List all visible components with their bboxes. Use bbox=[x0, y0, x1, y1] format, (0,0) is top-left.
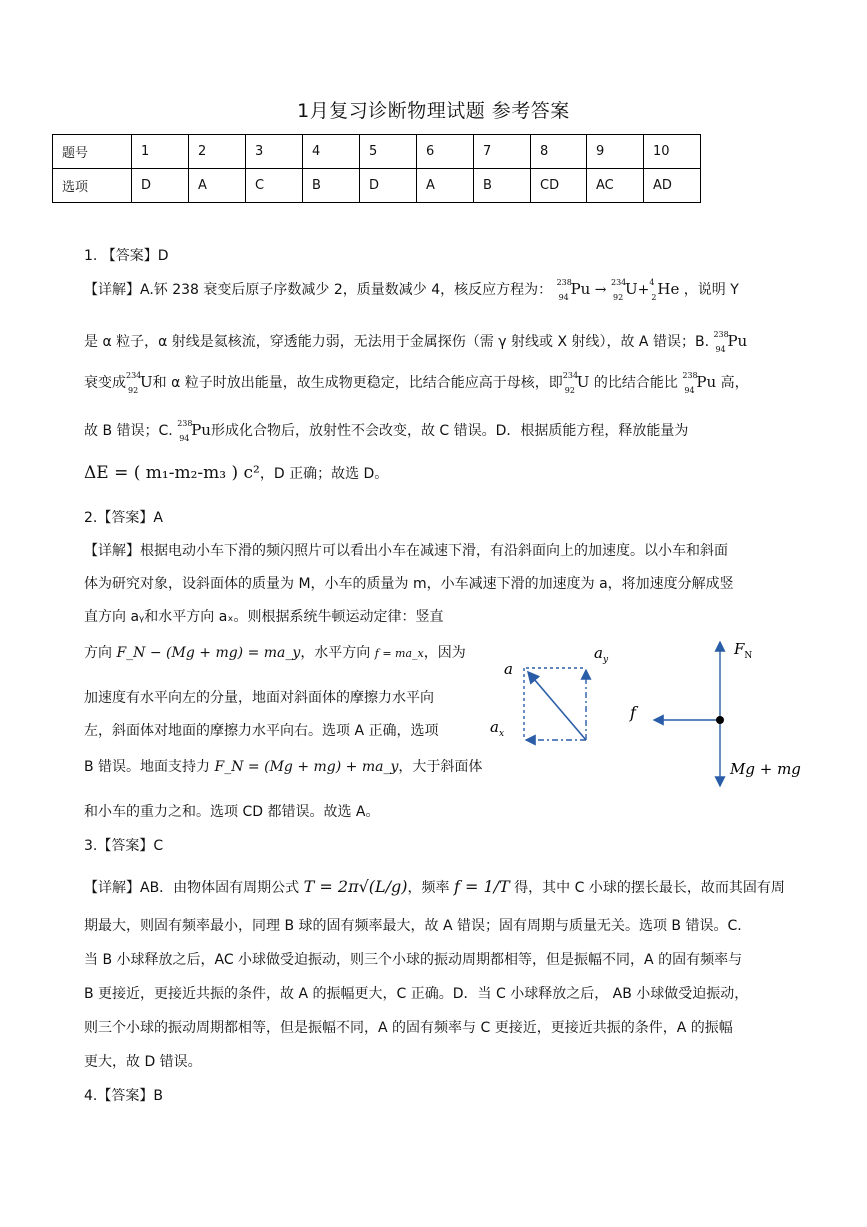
nuclide-u: 234 92 U bbox=[610, 278, 638, 302]
body-point bbox=[716, 716, 724, 724]
q1-line-3 bbox=[84, 372, 749, 393]
label-f: f bbox=[630, 703, 636, 722]
nuclide-pu: 238 94 Pu bbox=[713, 330, 748, 354]
label-ay: $a_y$ bbox=[594, 644, 609, 665]
q3-line-3: 当 B 小球释放之后，AC 小球做受迫振动，则三个小球的振动周期都相等，但是振幅不同，A 的固有频率与 bbox=[84, 952, 743, 968]
table-cell: 5 bbox=[360, 135, 417, 169]
q1-text: 形成化合物后，放射性不会改变，故 C 错误。D．根据质能方程，释放能量为 bbox=[210, 423, 689, 439]
table-cell: 7 bbox=[474, 135, 531, 169]
q4-heading: 4.【答案】B bbox=[84, 1088, 163, 1104]
table-cell: C bbox=[246, 169, 303, 203]
horizontal-equation: f = ma_x bbox=[374, 647, 424, 660]
table-cell: 3 bbox=[246, 135, 303, 169]
q1-text: ，D 正确；故选 D。 bbox=[259, 466, 389, 482]
table-cell: 题号 bbox=[53, 135, 132, 169]
force-diagram bbox=[470, 630, 810, 810]
q3-line-6: 更大，故 D 错误。 bbox=[84, 1054, 202, 1070]
table-cell: A bbox=[417, 169, 474, 203]
table-row-numbers bbox=[53, 135, 701, 169]
table-cell: B bbox=[303, 169, 360, 203]
q3-text: ，频率 bbox=[407, 880, 450, 896]
q2-line-4 bbox=[84, 643, 466, 664]
table-cell: A bbox=[189, 169, 246, 203]
table-cell: D bbox=[132, 169, 189, 203]
q1-text: 是 α 粒子，α 射线是氦核流，穿透能力弱，无法用于金属探伤（需 γ 射线或 X 射线），故 A 错误；B. bbox=[84, 334, 710, 350]
table-cell: B bbox=[474, 169, 531, 203]
q2-line-3: 直方向 aᵧ和水平方向 aₓ。则根据系统牛顿运动定律：竖直 bbox=[84, 609, 444, 625]
a-arrow bbox=[528, 672, 586, 740]
table-cell: 6 bbox=[417, 135, 474, 169]
q1-line-4 bbox=[84, 420, 688, 441]
q3-line-5: 则三个小球的振动周期都相等，但是振幅不同，A 的固有频率与 C 更接近，更接近共振的条件，A 的振幅 bbox=[84, 1020, 733, 1036]
table-cell: CD bbox=[531, 169, 587, 203]
q3-line-2: 期最大，则固有频率最小，同理 B 球的固有频率最大，故 A 错误；固有周期与质量无关。选项 B 错误。C. bbox=[84, 918, 742, 934]
answer-table bbox=[52, 134, 701, 203]
label-fn: $F_N$ bbox=[734, 640, 753, 661]
nuclide-pu: 238 94 Pu bbox=[682, 371, 717, 395]
q1-heading: 1. 【答案】D bbox=[84, 248, 169, 264]
q3-heading: 3.【答案】C bbox=[84, 838, 164, 854]
frequency-formula: f = 1/T bbox=[453, 877, 510, 896]
label-a: a bbox=[504, 660, 513, 678]
q2-text: B 错误。地面支持力 bbox=[84, 759, 211, 775]
label-gravity: Mg + mg bbox=[730, 760, 801, 778]
table-cell: 4 bbox=[303, 135, 360, 169]
table-cell: D bbox=[360, 169, 417, 203]
q2-line-1: 【详解】根据电动小车下滑的频闪照片可以看出小车在减速下滑，有沿斜面向上的加速度。以小车和斜面 bbox=[84, 543, 728, 559]
q2-text: ，水平方向 bbox=[300, 645, 371, 661]
table-cell: 1 bbox=[132, 135, 189, 169]
q1-line-2 bbox=[84, 331, 747, 352]
q3-line-1 bbox=[84, 877, 785, 898]
q2-heading: 2.【答案】A bbox=[84, 510, 163, 526]
q3-line-4: B 更接近，更接近共振的条件，故 A 的振幅更大，C 正确。D．当 C 小球释放之后， AB 小球做受迫振动， bbox=[84, 986, 749, 1002]
q2-line-2: 体为研究对象，设斜面体的质量为 M，小车的质量为 m，小车减速下滑的加速度为 a，将加速度分解成竖 bbox=[84, 576, 734, 592]
q1-line-5 bbox=[84, 463, 388, 484]
q3-text: 【详解】AB．由物体固有周期公式 bbox=[84, 880, 300, 896]
label-ax: $a_x$ bbox=[490, 718, 505, 739]
q2-line-6: 左，斜面体对地面的摩擦力水平向右。选项 A 正确，选项 bbox=[84, 723, 439, 739]
q2-text: ，大于斜面体 bbox=[398, 759, 483, 775]
q1-text: ，说明 Y bbox=[683, 282, 739, 298]
energy-equation: ΔE = ( m₁-m₂-m₃ ) c² bbox=[84, 463, 260, 483]
q1-text: 故 B 错误；C. bbox=[84, 423, 173, 439]
nuclide-pu: 238 94 Pu bbox=[177, 419, 211, 443]
q2-line-5: 加速度有水平向左的分量，地面对斜面体的摩擦力水平向 bbox=[84, 690, 434, 706]
nuclide-he: 4 2 He bbox=[649, 278, 680, 302]
q2-text: ，因为 bbox=[423, 645, 466, 661]
period-formula: T = 2π√(L/g) bbox=[303, 877, 408, 896]
q2-line-7 bbox=[84, 757, 482, 777]
normal-force-equation: F_N = (Mg + mg) + ma_y bbox=[214, 759, 399, 775]
reaction-arrow: → bbox=[594, 282, 607, 298]
q1-text: 的比结合能比 bbox=[593, 375, 678, 391]
page-title: 1月复习诊断物理试题 参考答案 bbox=[297, 100, 570, 122]
q1-text: 【详解】A.钚 238 衰变后原子序数减少 2，质量数减少 4，核反应方程为： bbox=[84, 282, 553, 298]
table-cell: 9 bbox=[587, 135, 644, 169]
q2-line-8: 和小车的重力之和。选项 CD 都错误。故选 A。 bbox=[84, 804, 380, 820]
q1-text: 和 α 粒子时放出能量，故生成物更稳定，比结合能应高于母核，即 bbox=[152, 375, 563, 391]
nuclide-pu: 238 94 Pu bbox=[556, 278, 591, 302]
q1-line-1 bbox=[84, 279, 739, 300]
q1-text: 高， bbox=[720, 375, 749, 391]
table-cell: AD bbox=[644, 169, 701, 203]
table-cell: 10 bbox=[644, 135, 701, 169]
q2-text: 方向 bbox=[84, 645, 112, 661]
table-cell: 8 bbox=[531, 135, 587, 169]
plus-sign: + bbox=[637, 282, 650, 298]
nuclide-u: 234 92 U bbox=[562, 371, 590, 395]
vertical-equation: F_N − (Mg + mg) = ma_y bbox=[116, 645, 301, 661]
table-row-answers bbox=[53, 169, 701, 203]
table-cell: 选项 bbox=[53, 169, 132, 203]
q3-text: 得，其中 C 小球的摆长最长，故而其固有周 bbox=[514, 880, 785, 896]
table-cell: 2 bbox=[189, 135, 246, 169]
table-cell: AC bbox=[587, 169, 644, 203]
q1-text: 衰变成 bbox=[84, 375, 126, 391]
nuclide-u: 234 92 U bbox=[126, 371, 153, 395]
